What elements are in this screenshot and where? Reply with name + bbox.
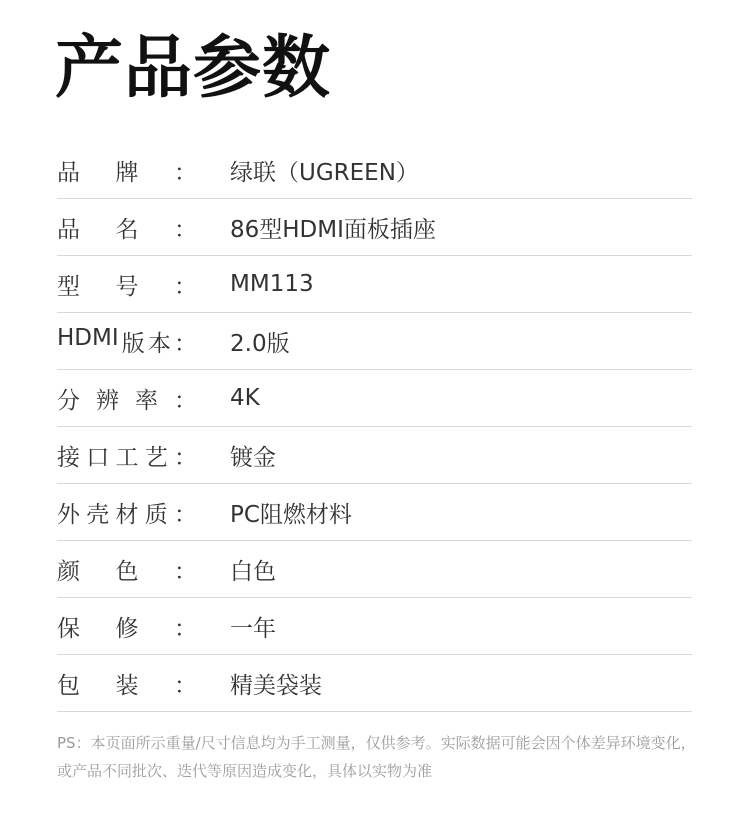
- spec-value: MM113: [230, 271, 314, 297]
- spec-label-char: 口: [86, 444, 110, 471]
- spec-label: [57, 325, 197, 358]
- spec-label-char: ：: [174, 159, 197, 186]
- spec-value: 2.0版: [230, 330, 290, 357]
- spec-label: [57, 496, 197, 529]
- spec-label-char: 名: [115, 216, 139, 243]
- spec-row-color: [57, 541, 692, 598]
- spec-label: [57, 610, 197, 643]
- spec-row-hdmi-version: [57, 313, 692, 370]
- page-title: 产品参数: [55, 29, 332, 108]
- spec-label-char: 接: [57, 444, 80, 471]
- spec-label-char: ：: [174, 216, 197, 243]
- spec-value: 镀金: [230, 444, 276, 471]
- spec-label-char: 版: [121, 330, 145, 357]
- spec-label-char: 保: [57, 615, 80, 642]
- spec-label: [57, 439, 197, 472]
- spec-row-packaging: [57, 655, 692, 712]
- spec-row-model: [57, 256, 692, 313]
- spec-label-char: 外: [57, 501, 80, 528]
- spec-label-char: 修: [115, 615, 139, 642]
- spec-label-char: 号: [115, 273, 139, 300]
- spec-label: [57, 211, 197, 244]
- spec-label-char: 材: [115, 501, 139, 528]
- spec-value: 精美袋装: [230, 672, 322, 699]
- spec-label-char: HDMI: [57, 324, 119, 351]
- spec-label-char: 包: [57, 672, 80, 699]
- spec-value: 一年: [230, 615, 276, 642]
- disclaimer-note: PS：本页面所示重量/尺寸信息均为手工测量，仅供参考。实际数据可能会因个体差异环境变化，或产品不同批次、迭代等原因造成变化，具体以实物为准: [57, 734, 696, 780]
- spec-row-product-name: [57, 199, 692, 256]
- spec-label-char: 颜: [57, 558, 80, 585]
- spec-label-char: ：: [174, 387, 197, 414]
- spec-label: [57, 667, 197, 700]
- spec-label: [57, 268, 197, 301]
- spec-label: [57, 382, 197, 415]
- spec-row-warranty: [57, 598, 692, 655]
- spec-row-connector-finish: [57, 427, 692, 484]
- spec-value: 4K: [230, 385, 260, 411]
- spec-label-char: ：: [174, 273, 197, 300]
- spec-label-char: 分: [57, 387, 80, 414]
- spec-label-char: ：: [174, 672, 197, 699]
- spec-row-resolution: [57, 370, 692, 427]
- spec-label-char: 本: [147, 330, 171, 357]
- spec-label-char: 牌: [115, 159, 139, 186]
- spec-value: 白色: [230, 558, 276, 585]
- spec-label-char: 率: [135, 387, 158, 414]
- spec-label-char: 品: [57, 159, 80, 186]
- spec-label-char: 品: [57, 216, 80, 243]
- spec-label-char: 壳: [86, 501, 110, 528]
- spec-label-char: ：: [174, 558, 197, 585]
- spec-label-char: ：: [174, 501, 197, 528]
- spec-label-char: 装: [115, 672, 139, 699]
- spec-value: 86型HDMI面板插座: [230, 216, 436, 243]
- spec-label-char: 辨: [96, 387, 119, 414]
- spec-label-char: 色: [115, 558, 139, 585]
- spec-label: [57, 553, 197, 586]
- spec-value: PC阻燃材料: [230, 501, 352, 528]
- spec-label-char: 工: [115, 444, 139, 471]
- spec-label-char: ：: [174, 615, 197, 642]
- spec-label-char: 艺: [144, 444, 168, 471]
- spec-label: [57, 154, 197, 187]
- spec-label-char: 质: [144, 501, 168, 528]
- spec-table: [57, 142, 692, 712]
- spec-label-char: 型: [57, 273, 80, 300]
- spec-row-brand: [57, 142, 692, 199]
- spec-row-housing-material: [57, 484, 692, 541]
- spec-label-char: ：: [174, 444, 197, 471]
- spec-value: 绿联（UGREEN）: [230, 159, 419, 186]
- spec-label-char: ：: [173, 330, 197, 357]
